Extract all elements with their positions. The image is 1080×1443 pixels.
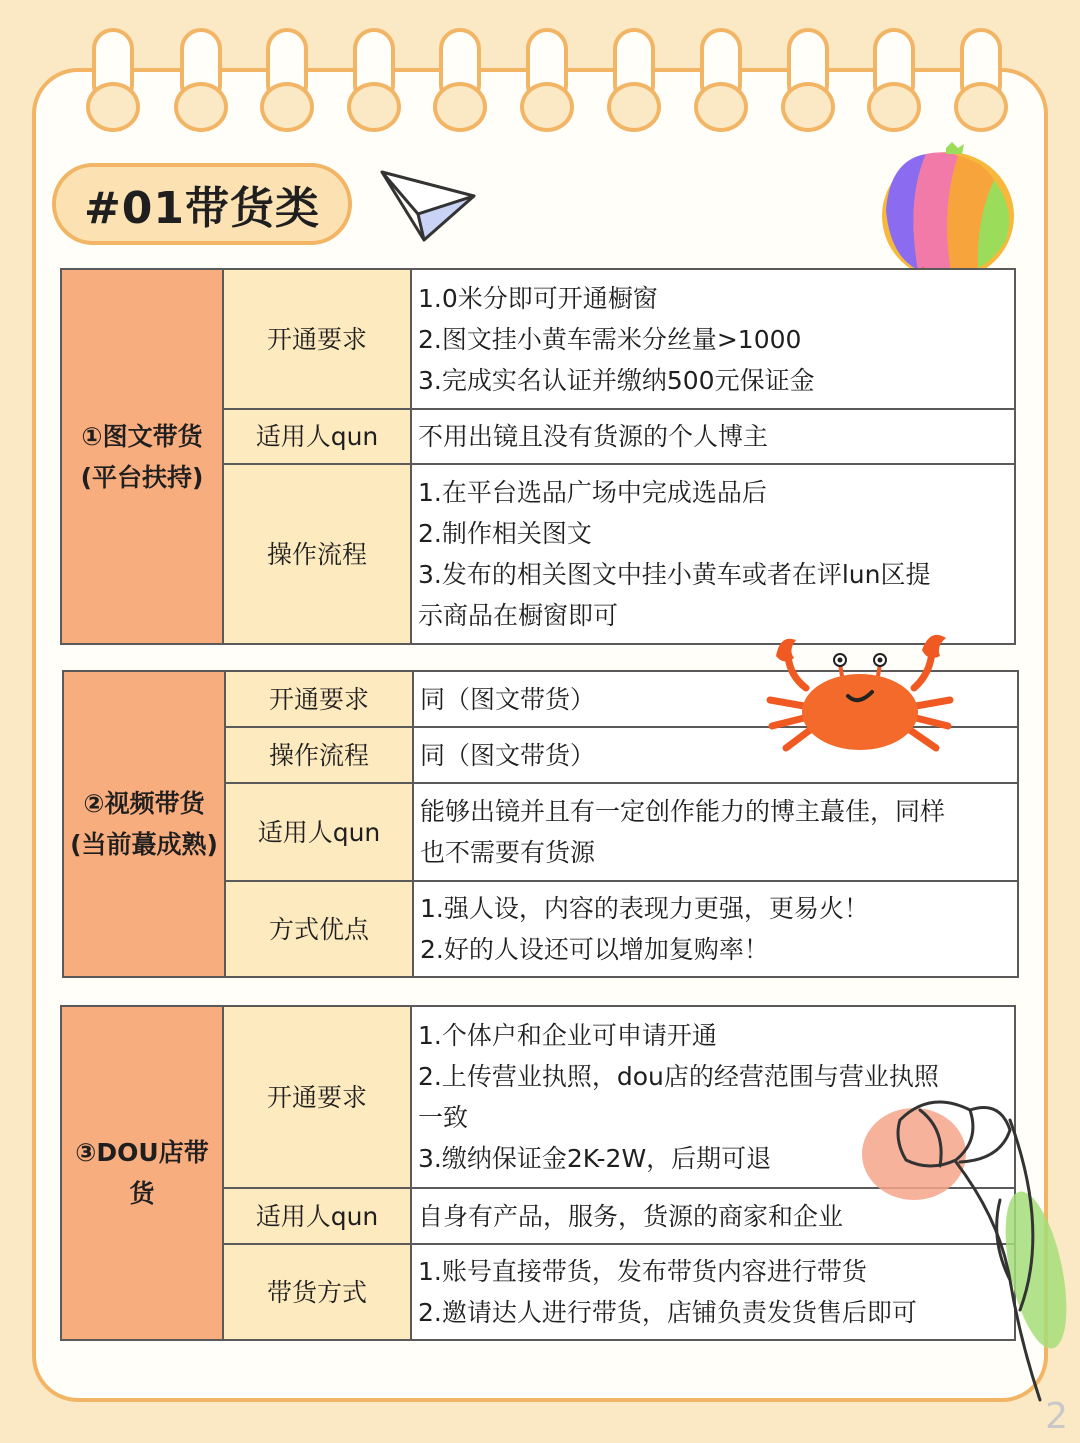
row-label: 开通要求 (223, 1006, 411, 1188)
category-label: ②视频带货(当前蕞成熟) (70, 789, 218, 859)
row-label: 适用人qun (225, 783, 413, 881)
value-line: 示商品在橱窗即可 (418, 601, 619, 630)
value-line: 2.制作相关图文 (418, 519, 592, 548)
value-line: 2.邀请达人进行带货，店铺负责发货售后即可 (418, 1298, 917, 1327)
row-value (411, 464, 1015, 644)
value-line: 2.图文挂小黄车需米分丝量>1000 (418, 324, 802, 354)
section-table-1 (60, 268, 1016, 645)
value-line: 1.个体户和企业可申请开通 (418, 1021, 717, 1050)
value-line: 同（图文带货） (420, 740, 596, 770)
value-line: 2.好的人设还可以增加复购率！ (420, 935, 769, 964)
category-label: ①图文带货(平台扶持) (80, 421, 204, 492)
value-line: 2.上传营业执照，dou店的经营范围与营业执照 (418, 1062, 939, 1091)
page-number: 2 (1045, 1396, 1068, 1437)
category-cell (61, 269, 223, 644)
value-line: 1.账号直接带货，发布带货内容进行带货 (418, 1257, 867, 1286)
notebook-rings (0, 0, 1080, 140)
tulip-icon (860, 1080, 1070, 1410)
page-title: #01带货类 (52, 163, 352, 245)
value-line: 3.发布的相关图文中挂小黄车或者在评lun区提 (418, 560, 931, 589)
value-line: 不用出镜且没有货源的个人博主 (418, 422, 769, 451)
category-cell (63, 671, 225, 977)
paper-plane-icon (378, 166, 478, 244)
row-label: 带货方式 (223, 1244, 411, 1340)
category-label: ③DOU店带货 (75, 1138, 209, 1208)
row-label: 方式优点 (225, 881, 413, 977)
row-label: 开通要求 (223, 269, 411, 409)
row-value (411, 269, 1015, 409)
row-value (411, 409, 1015, 464)
value-line: 也不需要有货源 (420, 838, 596, 867)
value-line: 1.0米分即可开通橱窗 (418, 283, 658, 313)
row-label: 适用人qun (223, 1188, 411, 1244)
row-label: 开通要求 (225, 671, 413, 727)
value-line: 3.缴纳保证金2K-2W，后期可退 (418, 1144, 772, 1173)
value-line: 自身有产品，服务，货源的商家和企业 (418, 1201, 844, 1231)
value-line: 一致 (418, 1103, 469, 1132)
row-value (413, 783, 1018, 881)
value-line: 1.强人设，内容的表现力更强，更易火！ (420, 894, 869, 923)
value-line: 3.完成实名认证并缴纳500元保证金 (418, 365, 815, 395)
category-cell (61, 1006, 223, 1340)
value-line: 同（图文带货） (420, 684, 596, 714)
value-line: 1.在平台选品广场中完成选品后 (418, 478, 767, 507)
value-line: 能够出镜并且有一定创作能力的博主蕞佳，同样 (420, 797, 946, 826)
table-row (61, 269, 1015, 409)
row-label: 适用人qun (223, 409, 411, 464)
row-label: 操作流程 (223, 464, 411, 644)
row-label: 操作流程 (225, 727, 413, 783)
row-value (413, 881, 1018, 977)
crab-icon (760, 626, 960, 756)
